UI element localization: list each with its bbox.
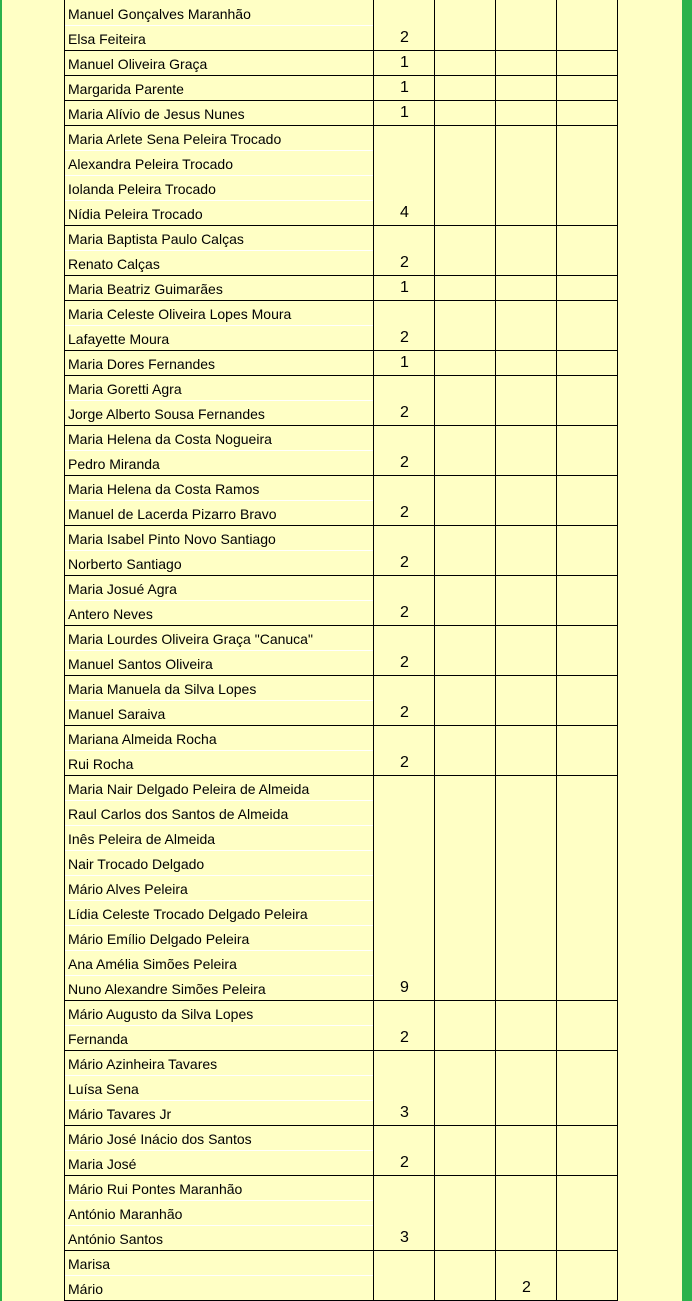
row-divider bbox=[65, 800, 373, 801]
group-count: 3 bbox=[400, 1229, 409, 1246]
group-divider bbox=[64, 100, 618, 101]
column-line-3 bbox=[495, 0, 496, 1301]
person-name: Maria Celeste Oliveira Lopes Moura bbox=[68, 306, 292, 322]
group-divider bbox=[64, 275, 618, 276]
column-line-1 bbox=[373, 0, 374, 1301]
group-count: 2 bbox=[400, 1029, 409, 1046]
group-count: 1 bbox=[400, 279, 409, 296]
group-divider bbox=[64, 375, 618, 376]
group-divider bbox=[64, 1050, 618, 1051]
person-name: Alexandra Peleira Trocado bbox=[68, 156, 233, 172]
group-divider bbox=[64, 675, 618, 676]
person-name: Luísa Sena bbox=[68, 1081, 139, 1097]
person-name: Mário José Inácio dos Santos bbox=[68, 1131, 252, 1147]
person-name: Nair Trocado Delgado bbox=[68, 856, 205, 872]
person-name: Ana Amélia Simões Peleira bbox=[68, 956, 237, 972]
group-count: 2 bbox=[400, 329, 409, 346]
person-name: Nídia Peleira Trocado bbox=[68, 206, 203, 222]
person-name: Maria Lourdes Oliveira Graça "Canuca" bbox=[68, 631, 313, 647]
group-count: 1 bbox=[400, 54, 409, 71]
row-divider bbox=[65, 1025, 373, 1026]
group-divider bbox=[64, 775, 618, 776]
column-line-4 bbox=[556, 0, 557, 1301]
person-name: Iolanda Peleira Trocado bbox=[68, 181, 216, 197]
person-name: Maria Baptista Paulo Calças bbox=[68, 231, 244, 247]
group-divider bbox=[64, 1125, 618, 1126]
group-divider bbox=[64, 50, 618, 51]
group-divider bbox=[64, 575, 618, 576]
person-name: Mário Alves Peleira bbox=[68, 881, 188, 897]
column-line-5 bbox=[617, 0, 618, 1301]
group-divider bbox=[64, 475, 618, 476]
person-name: Maria Helena da Costa Ramos bbox=[68, 481, 260, 497]
person-name: Manuel Saraiva bbox=[68, 706, 166, 722]
row-divider bbox=[65, 825, 373, 826]
person-name: Nuno Alexandre Simões Peleira bbox=[68, 981, 266, 997]
group-count: 2 bbox=[400, 654, 409, 671]
row-divider bbox=[65, 325, 373, 326]
group-divider bbox=[64, 1175, 618, 1176]
person-name: António Santos bbox=[68, 1231, 163, 1247]
right-border bbox=[682, 0, 692, 1301]
group-divider bbox=[64, 625, 618, 626]
person-name: Mário Augusto da Silva Lopes bbox=[68, 1006, 254, 1022]
row-divider bbox=[65, 850, 373, 851]
row-divider bbox=[65, 1225, 373, 1226]
person-name: Rui Rocha bbox=[68, 756, 134, 772]
group-divider bbox=[64, 725, 618, 726]
row-divider bbox=[65, 700, 373, 701]
person-name: Inês Peleira de Almeida bbox=[68, 831, 216, 847]
person-name: Mário Rui Pontes Maranhão bbox=[68, 1181, 243, 1197]
person-name: Maria Goretti Agra bbox=[68, 381, 182, 397]
group-count: 9 bbox=[400, 979, 409, 996]
group-count: 3 bbox=[400, 1104, 409, 1121]
row-divider bbox=[65, 450, 373, 451]
row-divider bbox=[65, 1100, 373, 1101]
person-name: Maria Alívio de Jesus Nunes bbox=[68, 106, 245, 122]
row-divider bbox=[65, 250, 373, 251]
person-name: Margarida Parente bbox=[68, 81, 184, 97]
group-count: 1 bbox=[400, 104, 409, 121]
group-divider bbox=[64, 225, 618, 226]
row-divider bbox=[65, 175, 373, 176]
group-count: 2 bbox=[400, 554, 409, 571]
row-divider bbox=[65, 900, 373, 901]
person-name: Lafayette Moura bbox=[68, 331, 170, 347]
group-divider bbox=[64, 350, 618, 351]
group-divider bbox=[64, 1250, 618, 1251]
column-line-2 bbox=[434, 0, 435, 1301]
person-name: Maria Beatriz Guimarães bbox=[68, 281, 223, 297]
row-divider bbox=[65, 750, 373, 751]
person-name: Maria Helena da Costa Nogueira bbox=[68, 431, 272, 447]
row-divider bbox=[65, 1075, 373, 1076]
row-divider bbox=[65, 600, 373, 601]
group-divider bbox=[64, 1000, 618, 1001]
person-name: Elsa Feiteira bbox=[68, 31, 146, 47]
person-name: Pedro Miranda bbox=[68, 456, 160, 472]
group-count: 2 bbox=[400, 404, 409, 421]
person-name: Maria José bbox=[68, 1156, 137, 1172]
group-count: 4 bbox=[400, 204, 409, 221]
person-name: Maria Manuela da Silva Lopes bbox=[68, 681, 257, 697]
group-divider bbox=[64, 425, 618, 426]
row-divider bbox=[65, 950, 373, 951]
person-name: Maria Josué Agra bbox=[68, 581, 177, 597]
person-name: Mário Tavares Jr bbox=[68, 1106, 172, 1122]
row-divider bbox=[65, 400, 373, 401]
row-divider bbox=[65, 1200, 373, 1201]
person-name: António Maranhão bbox=[68, 1206, 183, 1222]
group-count: 2 bbox=[522, 1279, 531, 1296]
person-name: Antero Neves bbox=[68, 606, 153, 622]
row-divider bbox=[65, 925, 373, 926]
group-count: 1 bbox=[400, 354, 409, 371]
row-divider bbox=[65, 1150, 373, 1151]
person-name: Maria Nair Delgado Peleira de Almeida bbox=[68, 781, 310, 797]
person-name: Mário Azinheira Tavares bbox=[68, 1056, 218, 1072]
person-name: Maria Arlete Sena Peleira Trocado bbox=[68, 131, 282, 147]
group-count: 2 bbox=[400, 454, 409, 471]
person-name: Mário bbox=[68, 1281, 104, 1297]
group-count: 2 bbox=[400, 704, 409, 721]
person-name: Raul Carlos dos Santos de Almeida bbox=[68, 806, 289, 822]
group-divider bbox=[64, 300, 618, 301]
group-count: 2 bbox=[400, 29, 409, 46]
group-count: 2 bbox=[400, 254, 409, 271]
group-count: 2 bbox=[400, 604, 409, 621]
group-count: 1 bbox=[400, 79, 409, 96]
row-divider bbox=[65, 150, 373, 151]
person-name: Mário Emílio Delgado Peleira bbox=[68, 931, 250, 947]
person-name: Fernanda bbox=[68, 1031, 128, 1047]
person-name: Norberto Santiago bbox=[68, 556, 182, 572]
person-name: Manuel Oliveira Graça bbox=[68, 56, 208, 72]
person-name: Manuel Gonçalves Maranhão bbox=[68, 6, 251, 22]
person-name: Lídia Celeste Trocado Delgado Peleira bbox=[68, 906, 308, 922]
row-divider bbox=[65, 875, 373, 876]
person-name: Jorge Alberto Sousa Fernandes bbox=[68, 406, 265, 422]
row-divider bbox=[65, 975, 373, 976]
row-divider bbox=[65, 1275, 373, 1276]
person-name: Marisa bbox=[68, 1256, 111, 1272]
group-divider bbox=[64, 125, 618, 126]
group-count: 2 bbox=[400, 504, 409, 521]
group-divider bbox=[64, 525, 618, 526]
person-name: Manuel Santos Oliveira bbox=[68, 656, 213, 672]
row-divider bbox=[65, 500, 373, 501]
person-name: Maria Dores Fernandes bbox=[68, 356, 216, 372]
row-divider bbox=[65, 25, 373, 26]
row-divider bbox=[65, 650, 373, 651]
group-divider bbox=[64, 75, 618, 76]
row-divider bbox=[65, 200, 373, 201]
group-count: 2 bbox=[400, 754, 409, 771]
person-name: Manuel de Lacerda Pizarro Bravo bbox=[68, 506, 277, 522]
left-border bbox=[0, 0, 2, 1301]
person-name: Maria Isabel Pinto Novo Santiago bbox=[68, 531, 276, 547]
person-name: Mariana Almeida Rocha bbox=[68, 731, 217, 747]
row-divider bbox=[65, 550, 373, 551]
person-name: Renato Calças bbox=[68, 256, 160, 272]
group-count: 2 bbox=[400, 1154, 409, 1171]
